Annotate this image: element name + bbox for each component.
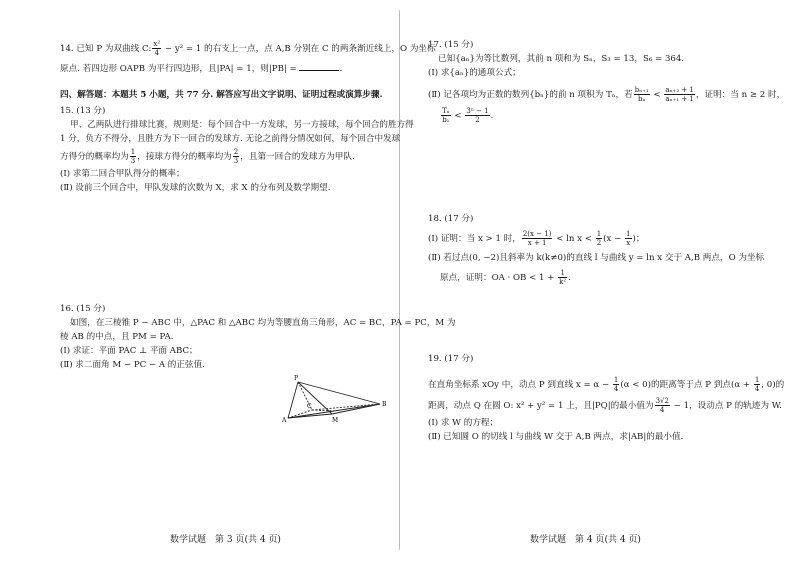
q19-head: 19. (17 分) [428,354,474,364]
q14-fraction: $\frac{\text{x²}}{4}$ [153,40,161,57]
label-B: B [382,401,387,408]
q17-head: 17. (15 分) [428,40,474,50]
q14-text: 14. 已知 P 为双曲线 C: [60,44,152,54]
right-footer: 数学试题 第 4 页(共 4 页) [530,535,641,545]
label-A: A [282,417,287,424]
label-M: M [332,417,339,424]
label-P: P [294,375,299,382]
section-heading: 四、解答题：本题共 5 小题，共 77 分. 解答应写出文字说明、证明过程或演算步骤. [60,90,383,100]
question-14: 14. 已知 P 为双曲线 C: $\frac{\text{x²}}{4}$ − y² = 1 的右支上一点，点 A,B 分别在 C 的两条渐近线上，O 为坐标 原点. 若四边形 OAPB 为平行四边形，且|PA| = 1，则|PB| = . [60,40,436,74]
question-16: 16. (15 分) 如图，在三棱锥 P − ABC 中，△PAC 和 △ABC 均为等腰直角三角形，AC = BC，PA = PC，M 为 棱 AB 的中点，且 PM = PA. (Ⅰ) 求证：平面 PAC ⊥ 平面 ABC； (Ⅱ) 求二面角 M − PC − A 的正弦值. [60,304,456,370]
left-footer: 数学试题 第 3 页(共 4 页) [170,535,281,545]
tetrahedron-figure [280,372,390,426]
question-15: 15. (13 分) 甲、乙两队进行排球比赛，规则是：每个回合中一方发球，另一方接球，每个回合的胜方得 1 分，负方不得分，且胜方为下一回合的发球方. 无论之前得分情况如何，每个回合中发球 方得分的概率均为 $\frac{1}{3}$ ，接球方得分的概率均为 $\frac{2}{3}$ ，且第一回合的发球方为甲队. (Ⅰ) 求第二回合甲队得分的概率； (Ⅱ) 设前三个回合中，甲队发球的次数为 X，求 X 的分布列及数学期望. [60,106,414,193]
question-17: 17. (15 分) 已知{aₙ}为等比数列，其前 n 项和为 Sₙ，S₃ = 13，S₆ = 364. (Ⅰ) 求{aₙ}的通项公式； (Ⅱ) 记各项均为正数的数列{bₙ}的前 n 项积为 Tₙ，若 $\frac{\text{bₙ₊₁}}{\text{bₙ}}$ < $\frac{\text{aₙ₊₂ + 1}}{\text{aₙ₊₁ + 1}}$ ，证明：当 n ≥ 2 时， $\frac{\text{Tₙ}}{\text{b₁}}$ < $\frac{\text{3ⁿ − 1}}{2}$ . [428,40,786,124]
question-19: 19. (17 分) 在直角坐标系 xOy 中，动点 P 到直线 x = α − $\frac{1}{4}$ (α < 0)的距离等于点 P 到点(α + $\frac{1}{4}$ , 0)的 距离，动点 Q 在圆 O: x² + y² = 1 上，且|PQ|的最小值为 $\frac{3√2}{4}$ − 1，设动点 P 的轨迹为 W. (Ⅰ) 求 W 的方程； (Ⅱ) 已知圆 O 的切线 l 与曲线 W 交于 A,B 两点，求|AB|的最小值. [428,354,785,442]
right-page [400,0,800,566]
q16-head: 16. (15 分) [60,304,106,314]
label-C: C [307,403,312,410]
answer-blank [299,61,339,71]
q18-head: 18. (17 分) [428,214,474,224]
q15-head: 15. (13 分) [60,106,106,116]
question-18: 18. (17 分) (Ⅰ) 证明：当 x > 1 时， $\frac{2(x - 1)}{x + 1}$ < ln x < $\frac{1}{2}$ (x − $\frac{1}{x}$ )； (Ⅱ) 若过点(0, −2)且斜率为 k(k≠0)的直线 l 与曲线 y = ln x 交于 A,B 两点，O 为坐标 原点，证明：OA · OB < 1 + $\frac{1}{\text{k²}}$ . [428,214,765,286]
